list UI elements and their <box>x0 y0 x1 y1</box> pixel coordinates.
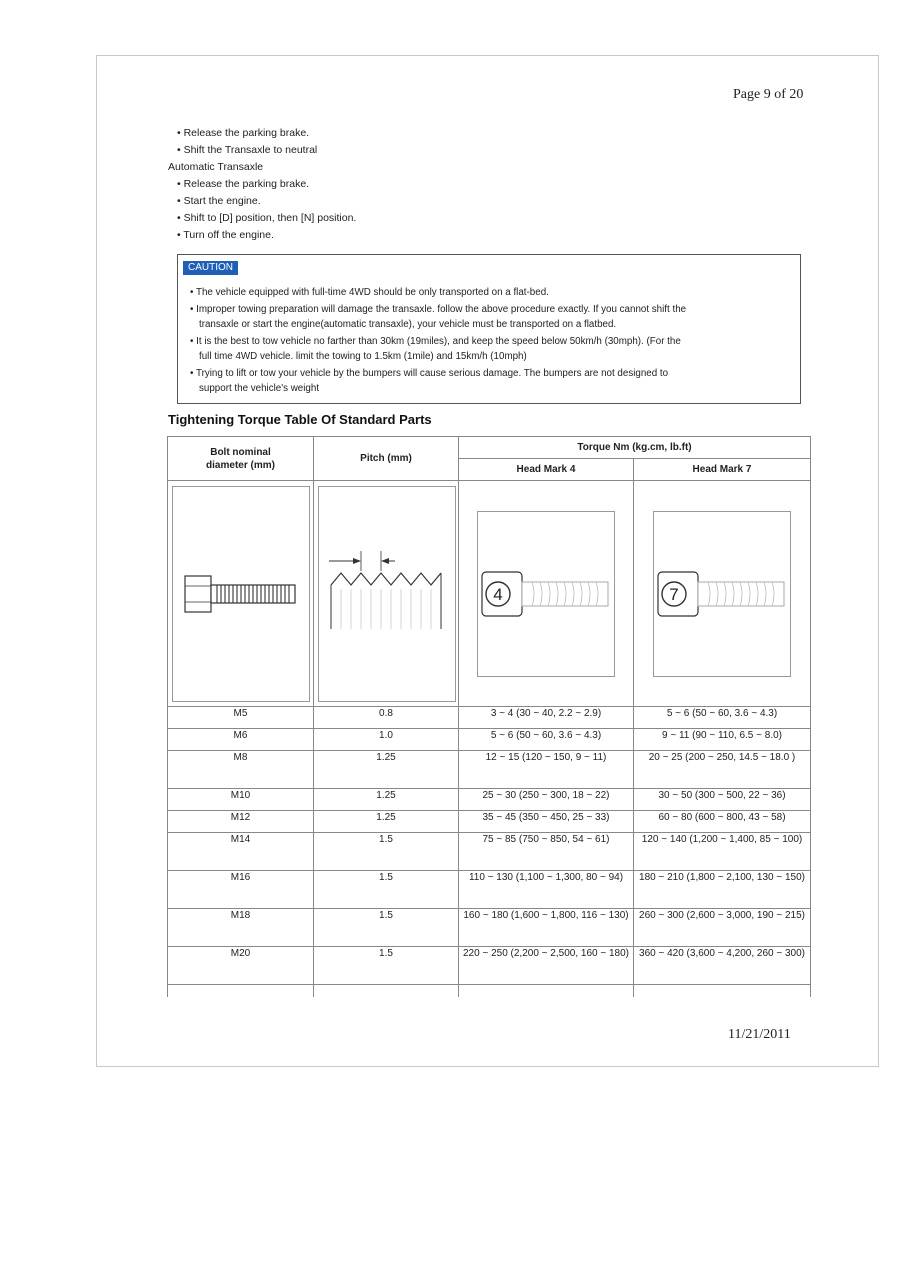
footer-date: 11/21/2011 <box>728 1027 791 1042</box>
manual-step: • Release the parking brake. <box>177 127 310 139</box>
head-mark-7-illustration-cell <box>634 481 811 707</box>
table-row: M20 1.5 220 ~ 250 (2,200 ~ 2,500, 160 ~ 180) 360 ~ 420 (3,600 ~ 4,200, 260 ~ 300) <box>168 947 811 985</box>
caution-item: full time 4WD vehicle. limit the towing to 1.5km (1mile) and 15km/h (10mph) <box>199 351 527 362</box>
caution-item: support the vehicle's weight <box>199 383 320 394</box>
table-row: M12 1.25 35 ~ 45 (350 ~ 450, 25 ~ 33) 60 ~ 80 (600 ~ 800, 43 ~ 58) <box>168 811 811 833</box>
manual-step: • Start the engine. <box>177 195 261 207</box>
table-row-empty <box>168 985 811 997</box>
bolt-head-mark-4-icon <box>480 564 612 624</box>
header-pitch: Pitch (mm) <box>314 437 459 481</box>
section-title: Tightening Torque Table Of Standard Parts <box>168 412 432 427</box>
table-row: M14 1.5 75 ~ 85 (750 ~ 850, 54 ~ 61) 120 ~ 140 (1,200 ~ 1,400, 85 ~ 100) <box>168 833 811 871</box>
bolt-illustration <box>172 486 310 702</box>
header-bolt-diameter: Bolt nominal diameter (mm) <box>168 437 314 481</box>
page-number: Page 9 of 20 <box>733 87 804 102</box>
torque-table <box>167 436 811 997</box>
pitch-illustration <box>318 486 456 702</box>
bolt-side-icon <box>181 564 301 624</box>
table-row: M16 1.5 110 ~ 130 (1,100 ~ 1,300, 80 ~ 94) 180 ~ 210 (1,800 ~ 2,100, 130 ~ 150) <box>168 871 811 909</box>
manual-subheading: Automatic Transaxle <box>168 161 264 173</box>
caution-item: • Improper towing preparation will damage the transaxle. follow the above procedure exactly. If you cannot shift the <box>190 304 687 315</box>
table-row: M10 1.25 25 ~ 30 (250 ~ 300, 18 ~ 22) 30 ~ 50 (300 ~ 500, 22 ~ 36) <box>168 789 811 811</box>
manual-step: • Turn off the engine. <box>177 229 274 241</box>
bolt-head-mark-7-icon <box>656 564 788 624</box>
caution-item: • The vehicle equipped with full-time 4WD should be only transported on a flat-bed. <box>190 287 549 298</box>
manual-step: • Shift the Transaxle to neutral <box>177 144 318 156</box>
head-mark-4-illustration-cell <box>459 481 634 707</box>
head-mark-7-text: 7 <box>669 584 679 604</box>
caution-item: transaxle or start the engine(automatic transaxle), your vehicle must be transported on a flatbed. <box>199 319 617 330</box>
head-mark-4-text: 4 <box>493 584 503 604</box>
table-row: M18 1.5 160 ~ 180 (1,600 ~ 1,800, 116 ~ 130) 260 ~ 300 (2,600 ~ 3,000, 190 ~ 215) <box>168 909 811 947</box>
pitch-illustration-cell <box>314 481 459 707</box>
table-row: M6 1.0 5 ~ 6 (50 ~ 60, 3.6 ~ 4.3) 9 ~ 11 (90 ~ 110, 6.5 ~ 8.0) <box>168 729 811 751</box>
head-mark-4-illustration <box>477 511 615 677</box>
head-mark-7-illustration <box>653 511 791 677</box>
table-row: M5 0.8 3 ~ 4 (30 ~ 40, 2.2 ~ 2.9) 5 ~ 6 (50 ~ 60, 3.6 ~ 4.3) <box>168 707 811 729</box>
header-head-mark-4: Head Mark 4 <box>459 459 634 481</box>
table-row: M8 1.25 12 ~ 15 (120 ~ 150, 9 ~ 11) 20 ~ 25 (200 ~ 250, 14.5 ~ 18.0 ) <box>168 751 811 789</box>
bolt-illustration-cell <box>168 481 314 707</box>
manual-step: • Shift to [D] position, then [N] position. <box>177 212 357 224</box>
manual-step: • Release the parking brake. <box>177 178 310 190</box>
caution-item: • It is the best to tow vehicle no farther than 30km (19miles), and keep the speed below 50km/h (30mph). (For the <box>190 336 681 347</box>
header-torque: Torque Nm (kg.cm, lb.ft) <box>459 437 811 459</box>
header-head-mark-7: Head Mark 7 <box>634 459 811 481</box>
caution-badge: CAUTION <box>183 261 238 275</box>
caution-item: • Trying to lift or tow your vehicle by the bumpers will cause serious damage. The bumpers are not designed to <box>190 368 669 379</box>
thread-pitch-icon <box>325 549 449 639</box>
